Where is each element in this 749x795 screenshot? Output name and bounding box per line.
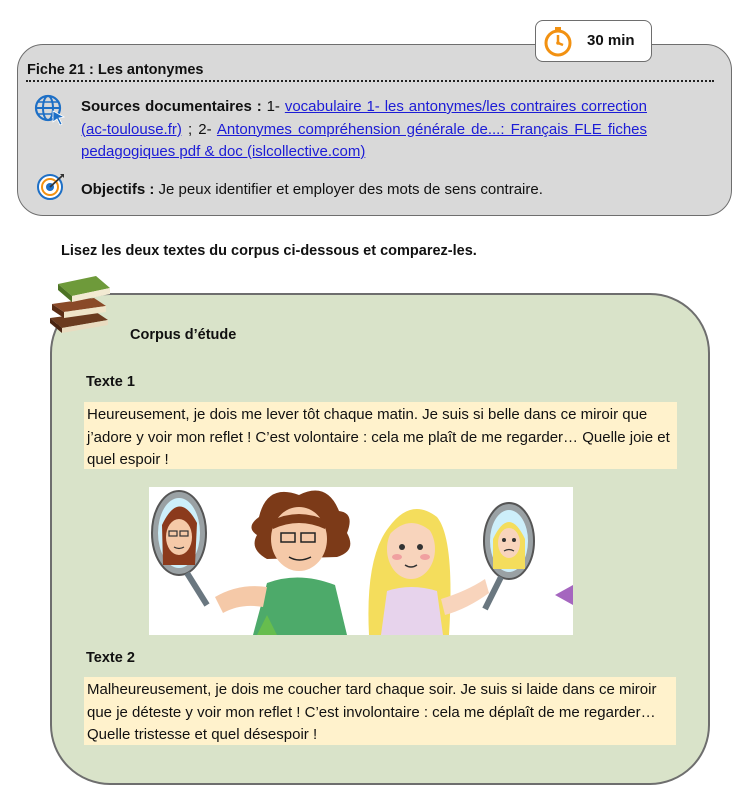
dotted-divider [26, 80, 714, 82]
globe-icon [33, 93, 67, 127]
instruction-text: Lisez les deux textes du corpus ci-dessous et comparez-les. [61, 243, 477, 259]
sources-paragraph [81, 96, 647, 164]
timer-label: 30 min [587, 32, 635, 49]
objectifs-text: Je peux identifier et employer des mots de sens contraire. [158, 181, 543, 198]
timer-badge [535, 20, 652, 62]
page-title: Fiche 21 : Les antonymes [27, 62, 204, 78]
sources-label: Sources documentaires : [81, 98, 262, 115]
objectifs-paragraph [81, 181, 543, 198]
girls-mirror-drawing [149, 487, 573, 635]
texte2-paragraph: Malheureusement, je dois me coucher tard chaque soir. Je suis si laide dans ce miroir que je déteste y voir mon reflet ! C’est involontaire : cela me déplaît de me regarder… Quelle tristesse et quel désespoir ! [84, 677, 676, 745]
corpus-title: Corpus d’étude [130, 327, 237, 343]
stopwatch-icon [542, 26, 574, 58]
objectifs-label: Objectifs : [81, 181, 155, 198]
texte1-paragraph: Heureusement, je dois me lever tôt chaque matin. Je suis si belle dans ce miroir que j’adore y voir mon reflet ! C’est volontaire : cela me plaît de me regarder… Quelle joie et quel espoir ! [84, 402, 677, 469]
link-vocabulaire[interactable]: vocabulaire 1- les antonymes/les contraires correction (ac-toulouse.fr) [81, 98, 647, 138]
mirror-illustration [149, 487, 573, 635]
target-icon [36, 172, 66, 202]
books-icon [44, 270, 116, 338]
texte2-label: Texte 2 [86, 650, 135, 666]
sources-separator: ; 2- [187, 120, 212, 138]
texte1-label: Texte 1 [86, 374, 135, 390]
sources-num1: 1- [266, 98, 280, 115]
link-antonymes[interactable]: Antonymes compréhension générale de...: Français FLE fiches pedagogiques pdf & doc (islcollective.com) [81, 120, 647, 160]
